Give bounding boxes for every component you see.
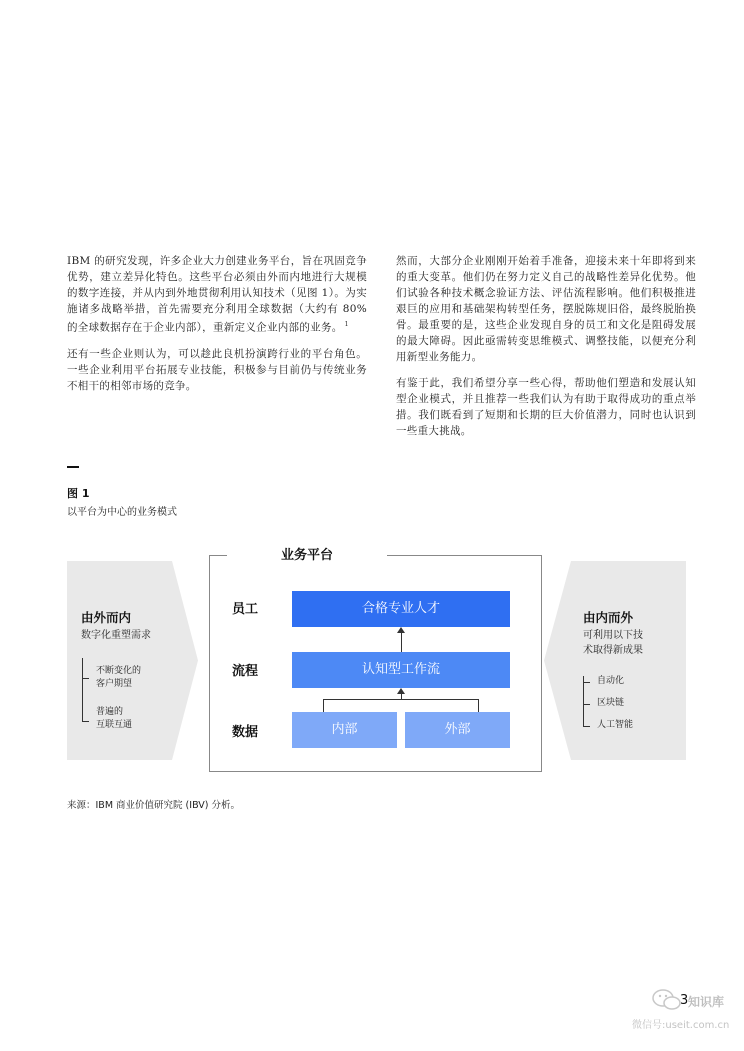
outside-in-item-connectivity: 普遍的 互联互通 <box>96 707 133 730</box>
figure-caption: 以平台为中心的业务模式 <box>67 507 177 518</box>
row-label-data: 数据 <box>232 725 259 740</box>
inside-out-subtitle <box>583 628 643 658</box>
data-to-workflow-connector <box>401 694 402 700</box>
right-paragraph-1: 然而，大部分企业刚刚开始着手准备，迎接未来十年即将到来的重大变革。他们仍在努力定义自己的战略性差异化优势。他们试验各种技术概念验证方法、评估流程影响。他们积极推进艰巨的应用和基础架构转型任务，摆脱陈规旧俗，最终脱胎换骨。最重要的是，这些企业发现自身的员工和文化是阻碍发展的最大障碍。因此亟需转变思维模式、调整技能，以便充分利用新型业务能力。 <box>396 255 696 363</box>
inside-out-item-ai: 人工智能 <box>597 720 634 730</box>
left-paragraph-1: IBM 的研究发现，许多企业大力创建业务平台，旨在巩固竞争优势，建立差异化特色。这些平台必须由外而内地进行大规模的数字连接，并从内到外地贯彻利用认知技术（见图 1）。为实施诸多战略举措，首先需要充分利用全球数据（大约有 80% 的全球数据存在于企业内部），重新定义企业内部的业务。 $^1$ <box>67 255 367 334</box>
inside-out-title: 由内而外 <box>583 610 634 625</box>
watermark-brand: 知识库 <box>688 995 725 1009</box>
figure-divider <box>67 466 79 468</box>
outside-in-arrow <box>67 561 198 760</box>
internal-data-box: 内部 <box>292 712 397 748</box>
cognitive-workflow-box: 认知型工作流 <box>292 652 510 688</box>
right-text-column <box>396 253 696 449</box>
row-label-employees: 员工 <box>232 602 259 617</box>
right-paragraph-2: 有鉴于此，我们希望分享一些心得，帮助他们塑造和发展认知型企业模式，并且推荐一些我们认为有助于取得成功的重点举措。我们既看到了短期和长期的巨大价值潜力，同时也认识到一些重大挑战。 <box>396 377 696 437</box>
left-text-column <box>67 253 367 404</box>
inside-out-subtitle-line2: 术取得新成果 <box>583 645 643 656</box>
talent-box: 合格专业人才 <box>292 591 510 627</box>
inside-out-item-blockchain: 区块链 <box>597 698 625 708</box>
wechat-icon <box>652 988 682 1016</box>
inside-out-bracket <box>583 676 584 727</box>
footnote-ref[interactable]: 1 <box>344 321 349 328</box>
outside-in-bracket <box>82 658 83 722</box>
figure-label: 图 1 <box>67 487 90 500</box>
figure-source: 来源：IBM 商业价值研究院 (IBV) 分析。 <box>67 800 241 811</box>
up-arrow-icon <box>397 627 405 633</box>
external-data-box: 外部 <box>405 712 510 748</box>
up-arrow-icon <box>397 688 405 694</box>
inside-out-tick <box>583 726 590 727</box>
page-number: 3 <box>680 993 689 1008</box>
data-connector-right <box>478 699 479 712</box>
outside-in-subtitle: 数字化重塑需求 <box>81 630 151 641</box>
outside-in-item-customer: 不断变化的 客户期望 <box>96 666 142 689</box>
inside-out-item-automation: 自动化 <box>597 676 625 686</box>
inside-out-tick <box>583 704 590 705</box>
business-platform-title: 业务平台 <box>227 544 387 563</box>
outside-in-title: 由外而内 <box>81 610 132 625</box>
inside-out-subtitle-line1: 可利用以下技 <box>583 630 643 641</box>
left-paragraph-2: 还有一些企业则认为，可以趁此良机扮演跨行业的平台角色。一些企业利用平台拓展专业技能，积极参与目前仍与传统业务不相干的相邻市场的竞争。 <box>67 347 367 392</box>
watermark-url: 微信号:useit.com.cn <box>632 1020 730 1031</box>
data-connector-left <box>323 699 324 712</box>
inside-out-tick <box>583 682 590 683</box>
outside-in-tick <box>82 721 89 722</box>
workflow-to-talent-connector <box>401 633 402 652</box>
row-label-process: 流程 <box>232 664 259 679</box>
outside-in-tick <box>82 678 89 679</box>
